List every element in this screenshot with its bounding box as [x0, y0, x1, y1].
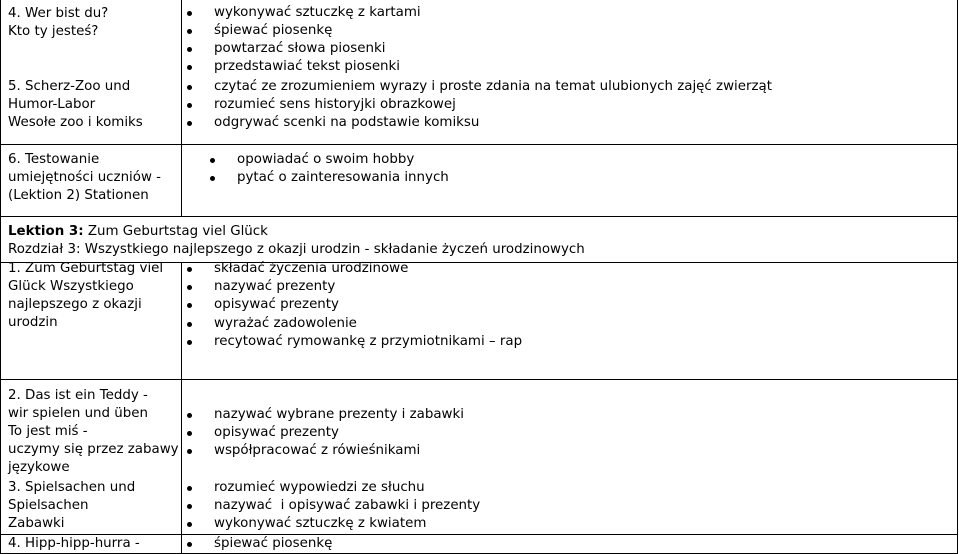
list-item-text: nazywać prezenty — [214, 279, 336, 294]
bullet-icon — [187, 542, 192, 547]
row-label-line: 6. Testowanie — [8, 152, 100, 167]
list-item-text: wykonywać sztuczkę z kartami — [214, 5, 421, 20]
row-label-line: Zabawki — [8, 516, 65, 531]
row-label — [8, 535, 140, 553]
list-item — [182, 515, 426, 533]
bullet-icon — [187, 340, 192, 345]
list-item — [182, 333, 522, 351]
bullet-icon — [187, 413, 192, 418]
row-label-line: 5. Scherz-Zoo und — [8, 79, 131, 94]
list-item-text: rozumieć wypowiedzi ze słuchu — [214, 480, 425, 495]
bullet-icon — [187, 11, 192, 16]
list-item — [182, 22, 332, 40]
list-item-text: opowiadać o swoim hobby — [237, 152, 415, 167]
row-label — [8, 260, 163, 332]
list-item-text: śpiewać piosenkę — [214, 23, 333, 38]
row-divider — [0, 534, 958, 535]
list-item-text: opisywać prezenty — [214, 297, 339, 312]
row-label-line: językowe — [8, 460, 70, 475]
row-label-line: To jest miś - — [8, 424, 88, 439]
row-label — [8, 387, 179, 477]
list-item-text: opisywać prezenty — [214, 425, 339, 440]
lesson-title-label: Lektion 3: — [8, 224, 84, 239]
left-border — [0, 0, 1, 554]
row-label-line: Glück Wszystkiego — [8, 279, 134, 294]
list-item-text: śpiewać piosenkę — [214, 536, 333, 551]
bullet-icon — [187, 285, 192, 290]
list-item — [182, 260, 408, 278]
bullet-icon — [187, 431, 192, 436]
list-item — [182, 315, 357, 333]
list-item — [182, 114, 479, 132]
list-item — [182, 296, 339, 314]
list-item-text: przedstawiać tekst piosenki — [214, 59, 401, 74]
list-item-text: rozumieć sens historyjki obrazkowej — [214, 97, 456, 112]
row-label — [8, 151, 161, 205]
row-label-line: (Lektion 2) Stationen — [8, 188, 149, 203]
bullet-icon — [187, 65, 192, 70]
list-item — [182, 442, 420, 460]
list-item — [182, 96, 456, 114]
list-item — [182, 479, 425, 497]
list-item — [205, 151, 414, 169]
row-label-line: 3. Spielsachen und — [8, 480, 136, 495]
list-item — [182, 4, 421, 22]
list-item-text: nazywać wybrane prezenty i zabawki — [214, 407, 464, 422]
bullet-icon — [187, 47, 192, 52]
row-label-line: 4. Wer bist du? — [8, 6, 109, 21]
list-item-text: czytać ze zrozumieniem wyrazy i proste zdania na temat ulubionych zajęć zwierząt — [214, 79, 772, 94]
list-item-text: nazywać i opisywać zabawki i prezenty — [214, 498, 481, 513]
list-item — [182, 78, 772, 96]
list-item-text: wyrażać zadowolenie — [214, 316, 357, 331]
bullet-icon — [187, 103, 192, 108]
bullet-icon — [187, 85, 192, 90]
row-label-line: 2. Das ist ein Teddy - — [8, 388, 148, 403]
row-label-line: urodzin — [8, 315, 58, 330]
list-item-text: odgrywać scenki na podstawie komiksu — [214, 115, 480, 130]
row-divider — [0, 216, 958, 217]
row-label-line: Kto ty jesteś? — [8, 24, 99, 39]
row-label-line: Spielsachen — [8, 498, 89, 513]
bullet-icon — [187, 322, 192, 327]
row-label-line: umiejętności uczniów - — [8, 170, 162, 185]
list-item — [182, 406, 464, 424]
list-item-text: pytać o zainteresowania innych — [237, 170, 449, 185]
list-item — [182, 535, 332, 553]
list-item-text: współpracować z rówieśnikami — [214, 443, 421, 458]
row-label — [8, 479, 135, 533]
lesson-title — [8, 223, 268, 241]
bullet-icon — [187, 486, 192, 491]
right-border — [957, 0, 958, 554]
bullet-icon — [187, 121, 192, 126]
row-label-line: uczymy się przez zabawy — [8, 442, 179, 457]
list-item-text: recytować rymowankę z przymiotnikami – rap — [214, 334, 523, 349]
bullet-icon — [187, 303, 192, 308]
row-label — [8, 5, 108, 41]
list-item — [182, 497, 480, 515]
row-label-line: 4. Hipp-hipp-hurra - — [8, 536, 140, 551]
bullet-icon — [210, 158, 215, 163]
bullet-icon — [187, 267, 192, 272]
bullet-icon — [187, 29, 192, 34]
list-item — [182, 424, 339, 442]
row-label-line: Wesołe zoo i komiks — [8, 115, 143, 130]
list-item — [182, 278, 335, 296]
row-divider — [0, 379, 958, 380]
bullet-icon — [187, 504, 192, 509]
bullet-icon — [187, 449, 192, 454]
bullet-icon — [210, 176, 215, 181]
row-label-line: wir spielen und üben — [8, 406, 149, 421]
row-divider — [0, 144, 958, 145]
bullet-icon — [187, 522, 192, 527]
lesson-title-text: Zum Geburtstag viel Glück — [83, 224, 268, 239]
row-label — [8, 78, 143, 132]
row-label-line: Humor-Labor — [8, 97, 96, 112]
lesson-subtitle: Rozdział 3: Wszystkiego najlepszego z okazji urodzin - składanie życzeń urodzinowych — [8, 242, 585, 257]
list-item — [205, 169, 449, 187]
list-item-text: wykonywać sztuczkę z kwiatem — [214, 516, 427, 531]
row-label-line: 1. Zum Geburtstag viel — [8, 261, 164, 276]
list-item-text: powtarzać słowa piosenki — [214, 41, 386, 56]
list-item-text: składać życzenia urodzinowe — [214, 261, 409, 276]
list-item — [182, 40, 385, 58]
list-item — [182, 58, 400, 76]
row-label-line: najlepszego z okazji — [8, 297, 142, 312]
